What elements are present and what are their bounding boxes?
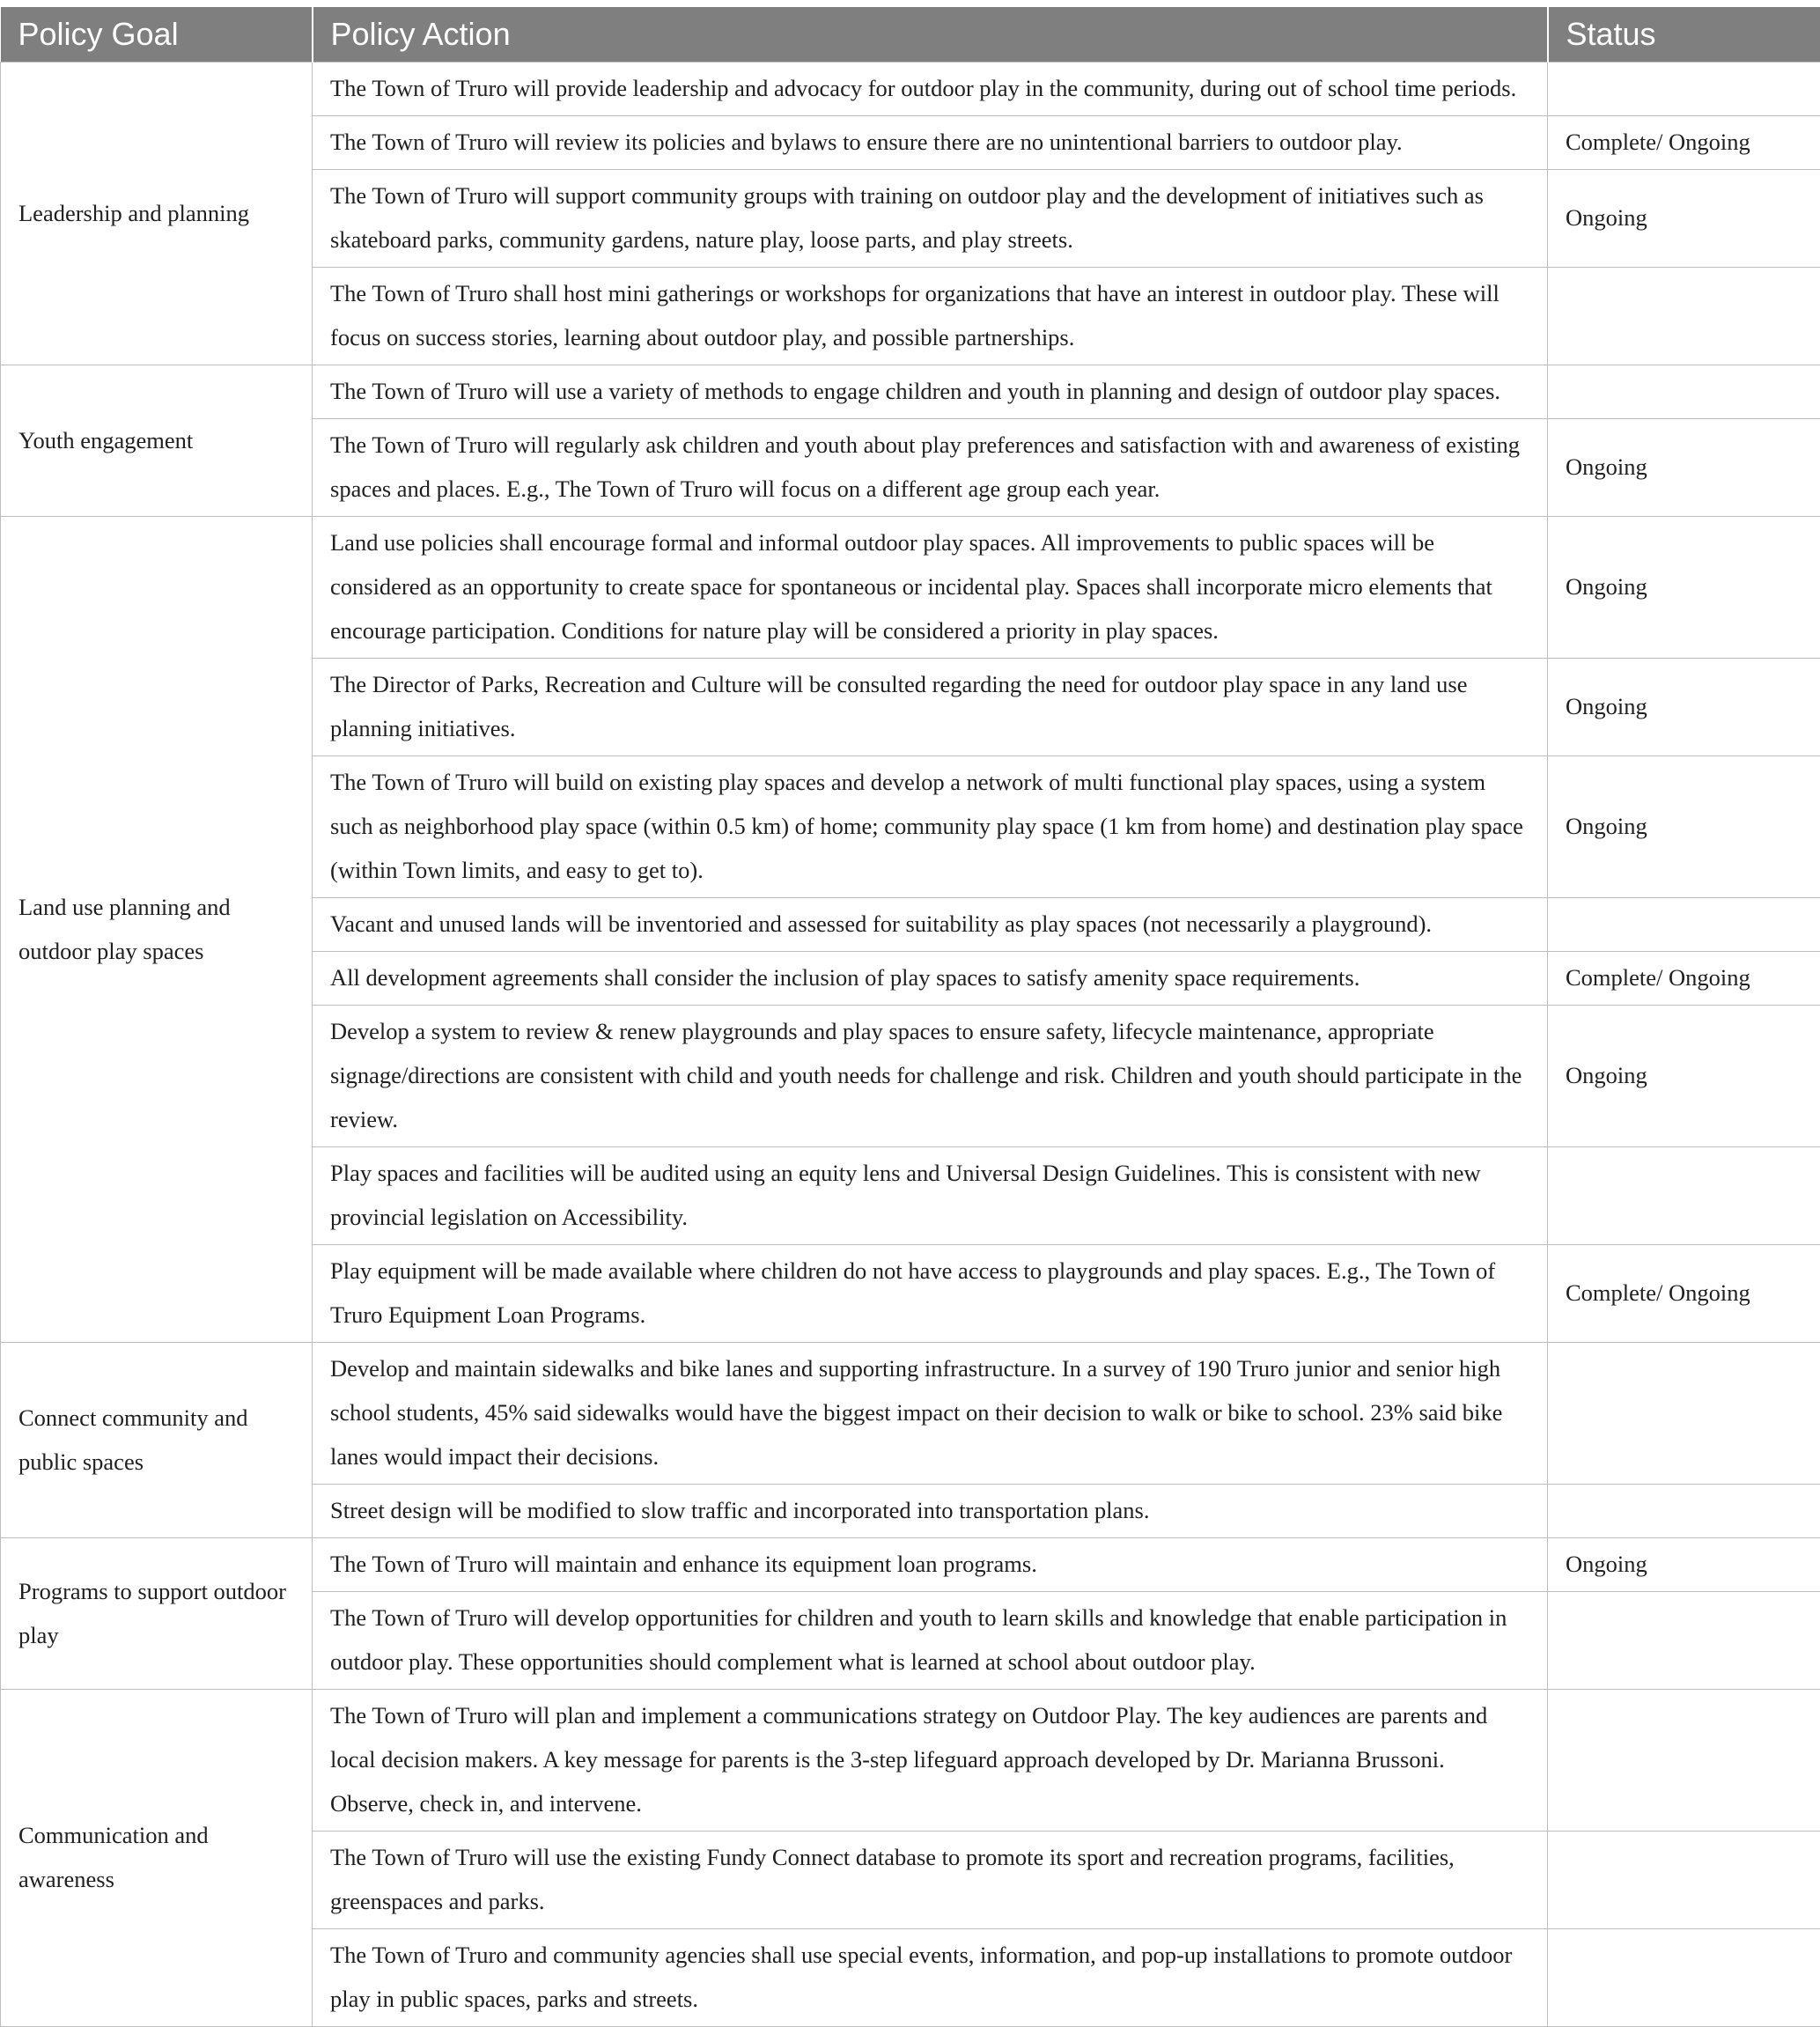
policy-action-cell: Develop a system to review & renew playgrounds and play spaces to ensure safety, lifecycle maintenance, appropriate signage/directions are consistent with child and youth needs for challenge and risk. Children and youth should participate in the review.	[313, 1006, 1548, 1147]
status-cell	[1548, 365, 1820, 419]
policy-goal-cell: Land use planning and outdoor play spaces	[1, 517, 313, 1343]
policy-action-cell: Play spaces and facilities will be audited using an equity lens and Universal Design Guidelines. This is consistent with new provincial legislation on Accessibility.	[313, 1147, 1548, 1245]
status-cell: Ongoing	[1548, 517, 1820, 659]
policy-goal-cell: Youth engagement	[1, 365, 313, 517]
policy-goal-cell: Connect community and public spaces	[1, 1343, 313, 1538]
policy-goal-cell: Leadership and planning	[1, 63, 313, 365]
status-cell	[1548, 898, 1820, 952]
policy-action-cell: The Town of Truro will plan and implement a communications strategy on Outdoor Play. The key audiences are parents and local decision makers. A key message for parents is the 3-step lifeguard approach developed by Dr. Marianna Brussoni. Observe, check in, and intervene.	[313, 1690, 1548, 1832]
status-cell: Ongoing	[1548, 1006, 1820, 1147]
policy-action-cell: The Director of Parks, Recreation and Culture will be consulted regarding the need for outdoor play space in any land use planning initiatives.	[313, 659, 1548, 756]
status-cell	[1548, 268, 1820, 365]
policy-action-cell: Street design will be modified to slow traffic and incorporated into transportation plans.	[313, 1485, 1548, 1538]
policy-action-cell: The Town of Truro will develop opportunities for children and youth to learn skills and knowledge that enable participation in outdoor play. These opportunities should complement what is learned at school about outdoor play.	[313, 1592, 1548, 1690]
table-row	[1, 517, 1820, 659]
status-cell: Ongoing	[1548, 419, 1820, 517]
status-cell: Ongoing	[1548, 756, 1820, 898]
status-cell: Complete/ Ongoing	[1548, 116, 1820, 170]
policy-action-cell: The Town of Truro and community agencies shall use special events, information, and pop-up installations to promote outdoor play in public spaces, parks and streets.	[313, 1929, 1548, 2027]
status-cell	[1548, 1343, 1820, 1485]
status-cell	[1548, 1832, 1820, 1929]
header-policy-action: Policy Action	[313, 7, 1548, 63]
policy-action-cell: Land use policies shall encourage formal and informal outdoor play spaces. All improvements to public spaces will be considered as an opportunity to create space for spontaneous or incidental play. Spaces shall incorporate micro elements that encourage participation. Conditions for nature play will be considered a priority in play spaces.	[313, 517, 1548, 659]
policy-action-cell: The Town of Truro will build on existing play spaces and develop a network of multi functional play spaces, using a system such as neighborhood play space (within 0.5 km) of home; community play space (1 km from home) and destination play space (within Town limits, and easy to get to).	[313, 756, 1548, 898]
table-row	[1, 1538, 1820, 1592]
table-row	[1, 1343, 1820, 1485]
header-status: Status	[1548, 7, 1820, 63]
policy-action-cell: The Town of Truro shall host mini gatherings or workshops for organizations that have an interest in outdoor play. These will focus on success stories, learning about outdoor play, and possible partnerships.	[313, 268, 1548, 365]
policy-action-cell: The Town of Truro will use a variety of methods to engage children and youth in planning and design of outdoor play spaces.	[313, 365, 1548, 419]
status-cell	[1548, 1929, 1820, 2027]
status-cell	[1548, 63, 1820, 116]
status-cell	[1548, 1485, 1820, 1538]
table-row	[1, 365, 1820, 419]
policy-action-cell: The Town of Truro will review its policies and bylaws to ensure there are no unintentional barriers to outdoor play.	[313, 116, 1548, 170]
policy-action-cell: Vacant and unused lands will be inventoried and assessed for suitability as play spaces (not necessarily a playground).	[313, 898, 1548, 952]
status-cell	[1548, 1592, 1820, 1690]
status-cell: Complete/ Ongoing	[1548, 1245, 1820, 1343]
policy-action-cell: The Town of Truro will maintain and enhance its equipment loan programs.	[313, 1538, 1548, 1592]
header-policy-goal: Policy Goal	[1, 7, 313, 63]
table-row	[1, 1690, 1820, 1832]
policy-action-cell: Develop and maintain sidewalks and bike lanes and supporting infrastructure. In a survey of 190 Truro junior and senior high school students, 45% said sidewalks would have the biggest impact on their decision to walk or bike to school. 23% said bike lanes would impact their decisions.	[313, 1343, 1548, 1485]
table-header	[1, 7, 1820, 63]
table-body	[1, 63, 1820, 2027]
header-row	[1, 7, 1820, 63]
status-cell	[1548, 1690, 1820, 1832]
policy-action-cell: Play equipment will be made available where children do not have access to playgrounds and play spaces. E.g., The Town of Truro Equipment Loan Programs.	[313, 1245, 1548, 1343]
status-cell: Complete/ Ongoing	[1548, 952, 1820, 1006]
table-row	[1, 63, 1820, 116]
status-cell: Ongoing	[1548, 659, 1820, 756]
policy-table	[0, 7, 1820, 2027]
policy-action-cell: The Town of Truro will use the existing Fundy Connect database to promote its sport and recreation programs, facilities, greenspaces and parks.	[313, 1832, 1548, 1929]
status-cell: Ongoing	[1548, 170, 1820, 268]
status-cell	[1548, 1147, 1820, 1245]
status-cell: Ongoing	[1548, 1538, 1820, 1592]
policy-action-cell: The Town of Truro will support community groups with training on outdoor play and the development of initiatives such as skateboard parks, community gardens, nature play, loose parts, and play streets.	[313, 170, 1548, 268]
policy-goal-cell: Communication and awareness	[1, 1690, 313, 2027]
policy-action-cell: The Town of Truro will regularly ask children and youth about play preferences and satisfaction with and awareness of existing spaces and places. E.g., The Town of Truro will focus on a different age group each year.	[313, 419, 1548, 517]
policy-goal-cell: Programs to support outdoor play	[1, 1538, 313, 1690]
policy-action-cell: All development agreements shall consider the inclusion of play spaces to satisfy amenity space requirements.	[313, 952, 1548, 1006]
policy-action-cell: The Town of Truro will provide leadership and advocacy for outdoor play in the community, during out of school time periods.	[313, 63, 1548, 116]
